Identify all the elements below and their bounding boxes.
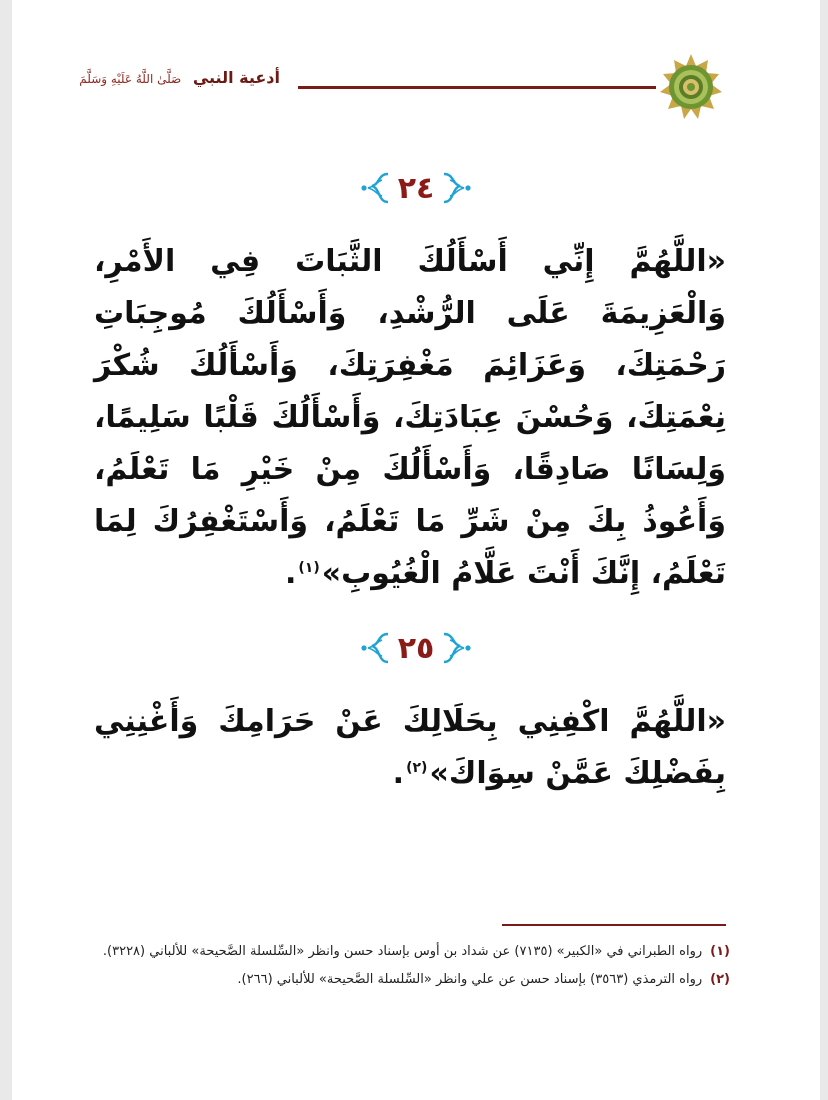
footnote-number: (٢) <box>710 972 730 987</box>
hadith-end: . <box>284 556 297 591</box>
footnotes <box>94 940 730 996</box>
footnote-marker[interactable]: (٢) <box>406 760 428 776</box>
page-header <box>12 40 820 126</box>
hadith-body: «اللَّهُمَّ اكْفِنِي بِحَلَالِكَ عَنْ حَرَامِكَ وَأَغْنِنِي بِفَضْلِكَ عَمَّنْ سِوَاكَ» <box>94 704 726 791</box>
header-honorific: صَلَّىٰ اللَّهُ عَلَيْهِ وَسَلَّمَ <box>79 72 182 86</box>
medallion-ornament-icon <box>656 52 726 122</box>
hadith-end: . <box>392 756 405 791</box>
hadith-number-25 <box>12 626 820 670</box>
ornament-bracket-right-icon <box>440 630 474 666</box>
ornament-bracket-left-icon <box>358 630 392 666</box>
footnote-text: رواه الترمذي (٣٥٦٣) بإسناد حسن عن علي وانظر «السِّلسلة الصَّحيحة» للألباني (٢٦٦). <box>237 972 703 987</box>
hadith-number-text: ٢٥ <box>397 630 435 666</box>
footnote-rule <box>502 924 726 926</box>
header-title-text: أدعية النبي <box>192 68 280 87</box>
header-rule <box>298 86 656 89</box>
footnote-1 <box>94 940 730 964</box>
hadith-number-24 <box>12 166 820 210</box>
footnote-marker[interactable]: (١) <box>298 560 320 576</box>
header-title <box>79 68 280 87</box>
footnote-text: رواه الطبراني في «الكبير» (٧١٣٥) عن شداد بن أوس بإسناد حسن وانظر «السِّلسلة الصَّحيحة» للألباني (٣٢٢٨). <box>102 944 703 959</box>
footnote-number: (١) <box>710 944 730 959</box>
hadith-number-text: ٢٤ <box>397 170 435 206</box>
footnote-2 <box>94 968 730 992</box>
hadith-text-24 <box>94 236 726 600</box>
hadith-text-25 <box>94 696 726 800</box>
ornament-bracket-left-icon <box>358 170 392 206</box>
hadith-body: «اللَّهُمَّ إِنِّي أَسْأَلُكَ الثَّبَاتَ فِي الأَمْرِ، وَالْعَزِيمَةَ عَلَى الرُّشْدِ، وَأَسْأَلُكَ مُوجِبَاتِ رَحْمَتِكَ، وَعَزَائِمَ مَغْفِرَتِكَ، وَأَسْأَلُكَ شُكْرَ نِعْمَتِكَ، وَحُسْنَ عِبَادَتِكَ، وَأَسْأَلُكَ قَلْبًا سَلِيمًا، وَلِسَانًا صَادِقًا، وَأَسْأَلُكَ مِنْ خَيْرِ مَا تَعْلَمُ، وَأَعُوذُ بِكَ مِنْ شَرِّ مَا تَعْلَمُ، وَأَسْتَغْفِرُكَ لِمَا تَعْلَمُ، إِنَّكَ أَنْتَ عَلَّامُ الْغُيُوبِ» <box>94 244 726 591</box>
book-page <box>12 0 820 1100</box>
ornament-bracket-right-icon <box>440 170 474 206</box>
